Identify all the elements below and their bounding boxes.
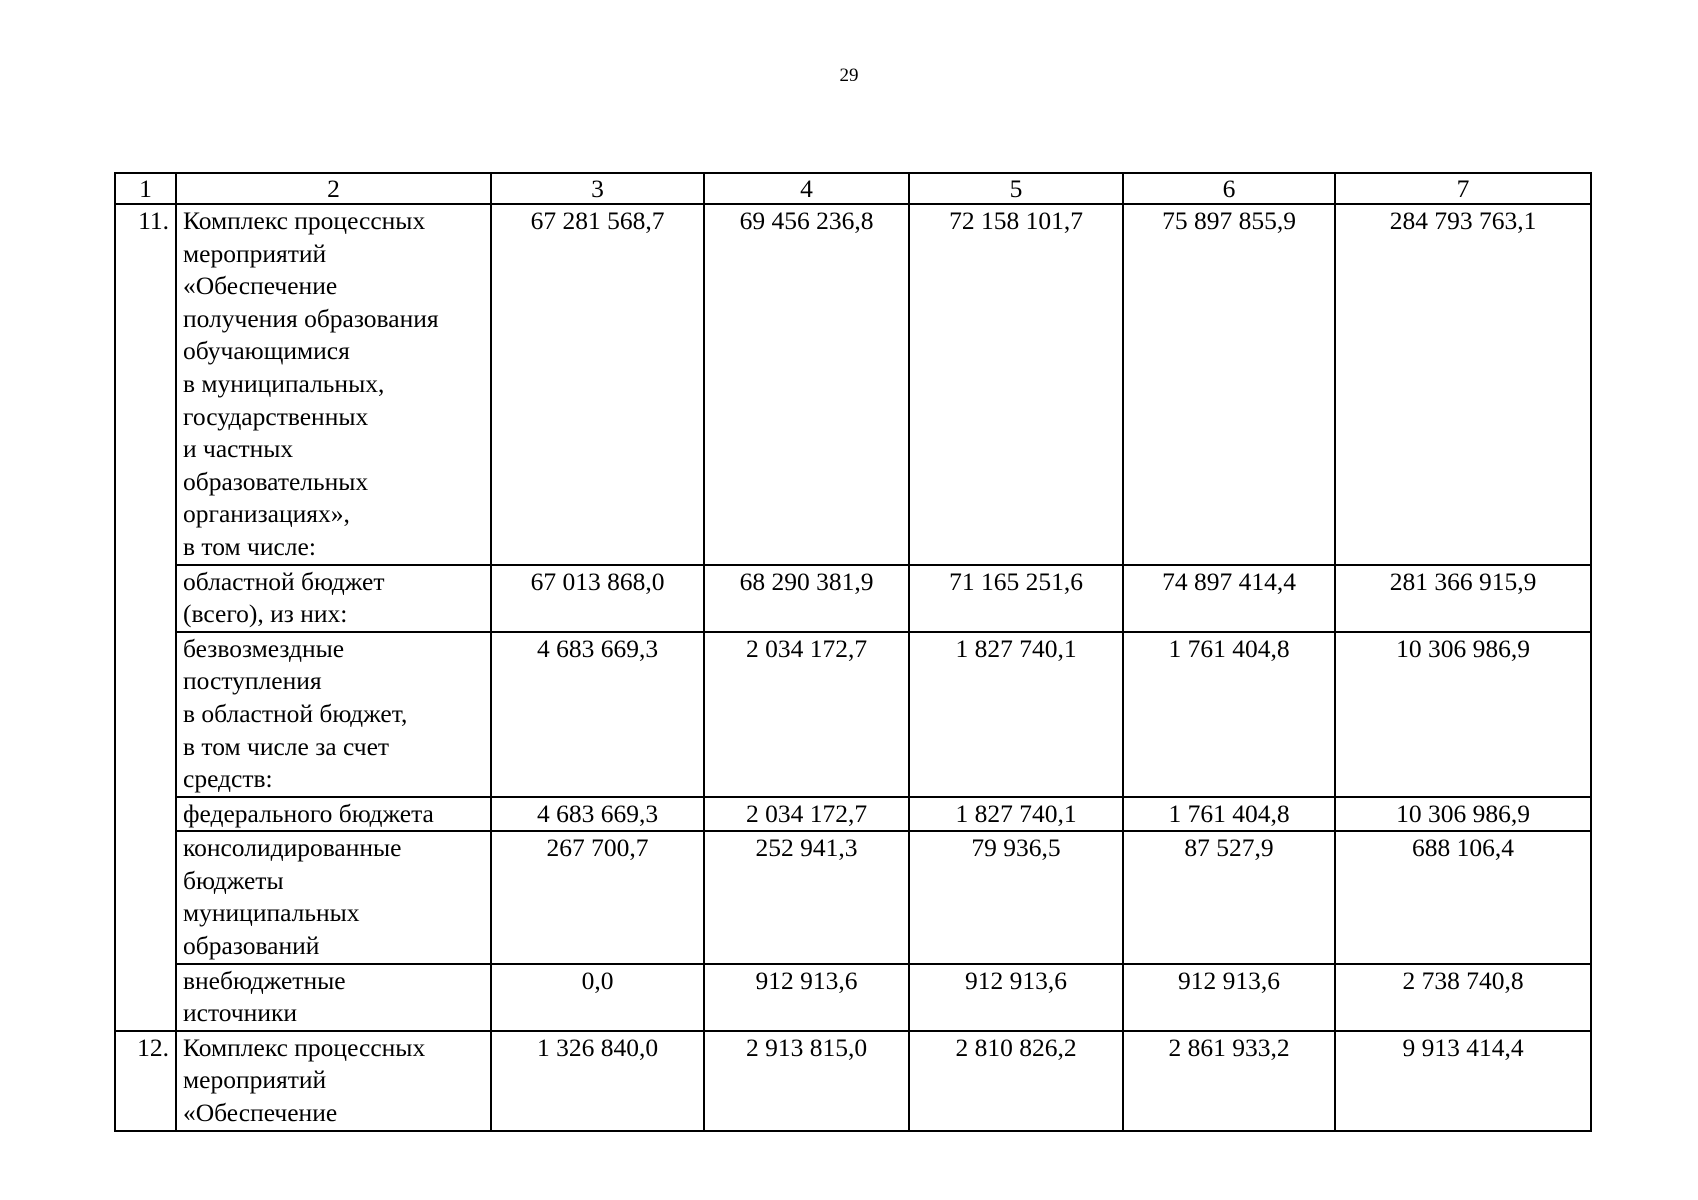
value-cell: 9 913 414,4 <box>1335 1031 1591 1131</box>
row-name-line: и частных <box>183 434 294 464</box>
row-name-line: государственных <box>183 401 369 431</box>
value-cell: 74 897 414,4 <box>1123 565 1335 632</box>
table-row <box>115 797 1591 832</box>
value-cell: 281 366 915,9 <box>1335 565 1591 632</box>
value-cell: 10 306 986,9 <box>1335 797 1591 832</box>
value-cell: 87 527,9 <box>1123 831 1335 963</box>
row-name-line: федерального бюджета <box>183 798 434 828</box>
value-cell: 72 158 101,7 <box>909 204 1123 565</box>
row-name-line: Комплекс процессных <box>183 1032 426 1062</box>
row-name <box>176 797 491 832</box>
column-number-3: 3 <box>491 173 704 204</box>
value-cell: 2 810 826,2 <box>909 1031 1123 1131</box>
row-name-line: обучающимися <box>183 336 350 366</box>
value-cell: 68 290 381,9 <box>704 565 909 632</box>
row-name-line: средств: <box>183 764 273 794</box>
value-cell: 2 913 815,0 <box>704 1031 909 1131</box>
value-cell: 688 106,4 <box>1335 831 1591 963</box>
table-row <box>115 831 1591 963</box>
row-name-line: источники <box>183 998 298 1028</box>
value-cell: 4 683 669,3 <box>491 632 704 797</box>
value-cell: 1 761 404,8 <box>1123 797 1335 832</box>
column-number-6: 6 <box>1123 173 1335 204</box>
row-name-line: в том числе: <box>183 531 316 561</box>
value-cell: 1 326 840,0 <box>491 1031 704 1131</box>
value-cell: 252 941,3 <box>704 831 909 963</box>
page-number: 29 <box>839 65 859 86</box>
row-name-line: в муниципальных, <box>183 368 385 398</box>
value-cell: 71 165 251,6 <box>909 565 1123 632</box>
table-row <box>115 1031 1591 1131</box>
value-cell: 912 913,6 <box>1123 964 1335 1031</box>
value-cell: 67 281 568,7 <box>491 204 704 565</box>
column-number-4: 4 <box>704 173 909 204</box>
row-name <box>176 831 491 963</box>
value-cell: 2 738 740,8 <box>1335 964 1591 1031</box>
value-cell: 67 013 868,0 <box>491 565 704 632</box>
value-cell: 79 936,5 <box>909 831 1123 963</box>
column-number-7: 7 <box>1335 173 1591 204</box>
row-name-line: «Обеспечение <box>183 271 338 301</box>
value-cell: 912 913,6 <box>909 964 1123 1031</box>
value-cell: 1 761 404,8 <box>1123 632 1335 797</box>
row-name-line: образований <box>183 931 320 961</box>
row-name-line: образовательных <box>183 466 369 496</box>
value-cell: 0,0 <box>491 964 704 1031</box>
row-name <box>176 1031 491 1131</box>
value-cell: 2 861 933,2 <box>1123 1031 1335 1131</box>
column-number-1: 1 <box>115 173 176 204</box>
row-name-line: мероприятий <box>183 1065 327 1095</box>
row-name-line: безвозмездные <box>183 633 345 663</box>
table-row <box>115 632 1591 797</box>
row-name-line: «Обеспечение <box>183 1098 338 1128</box>
row-name <box>176 632 491 797</box>
value-cell: 69 456 236,8 <box>704 204 909 565</box>
budget-table <box>114 172 1592 1132</box>
value-cell: 912 913,6 <box>704 964 909 1031</box>
row-name-line: поступления <box>183 666 322 696</box>
value-cell: 2 034 172,7 <box>704 632 909 797</box>
row-name-line: (всего), из них: <box>183 599 348 629</box>
value-cell: 267 700,7 <box>491 831 704 963</box>
column-number-2: 2 <box>176 173 491 204</box>
row-name-line: областной бюджет <box>183 566 385 596</box>
row-name-line: бюджеты <box>183 865 284 895</box>
value-cell: 1 827 740,1 <box>909 632 1123 797</box>
row-index: 12. <box>115 1031 176 1131</box>
column-number-row <box>115 173 1591 204</box>
value-cell: 75 897 855,9 <box>1123 204 1335 565</box>
row-name-line: Комплекс процессных <box>183 206 426 235</box>
table-row <box>115 964 1591 1031</box>
row-name-line: мероприятий <box>183 238 327 268</box>
column-number-5: 5 <box>909 173 1123 204</box>
value-cell: 284 793 763,1 <box>1335 204 1591 565</box>
table-row <box>115 565 1591 632</box>
row-name-line: в областной бюджет, <box>183 698 408 728</box>
row-name-line: получения образования <box>183 303 439 333</box>
row-name-line: муниципальных <box>183 898 360 928</box>
value-cell: 1 827 740,1 <box>909 797 1123 832</box>
row-index: 11. <box>115 204 176 1031</box>
value-cell: 2 034 172,7 <box>704 797 909 832</box>
row-name <box>176 204 491 565</box>
row-name <box>176 565 491 632</box>
row-name <box>176 964 491 1031</box>
row-name-line: организациях», <box>183 499 350 529</box>
table-row <box>115 204 1591 565</box>
row-name-line: внебюджетные <box>183 965 346 995</box>
row-name-line: в том числе за счет <box>183 731 390 761</box>
value-cell: 4 683 669,3 <box>491 797 704 832</box>
value-cell: 10 306 986,9 <box>1335 632 1591 797</box>
row-name-line: консолидированные <box>183 833 402 863</box>
